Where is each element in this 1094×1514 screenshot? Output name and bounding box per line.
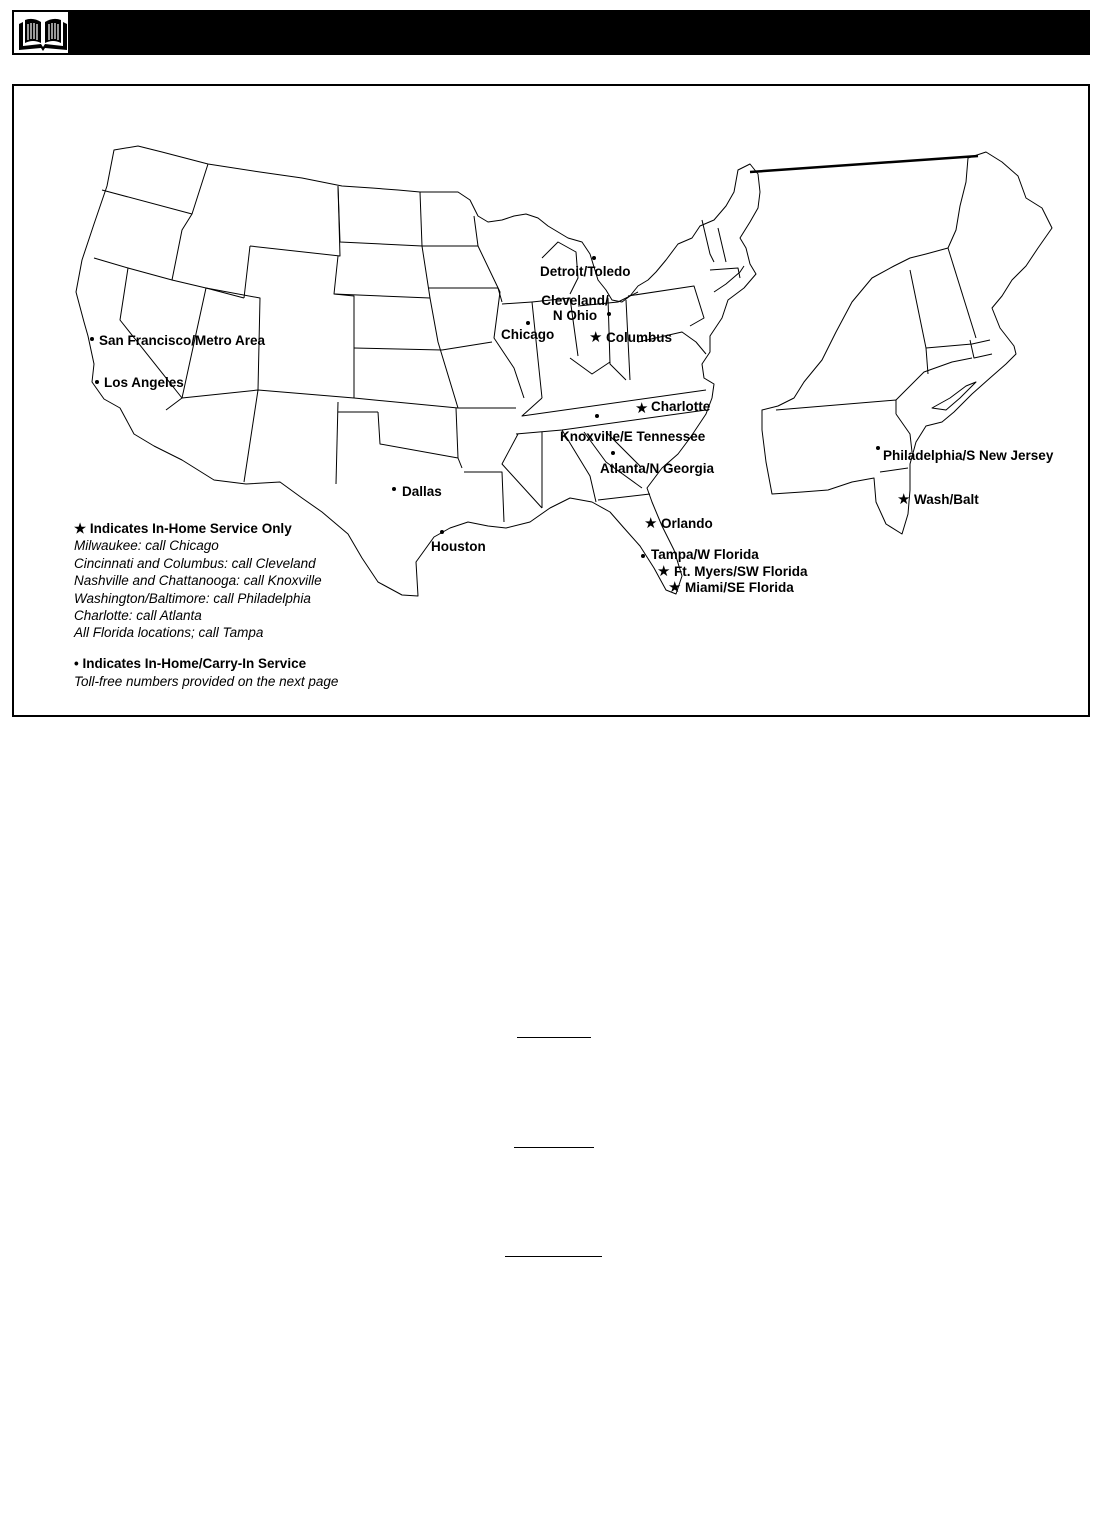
miami-star-icon: ★ bbox=[668, 579, 682, 596]
city-label-columbus: Columbus bbox=[606, 330, 672, 345]
open-book-icon bbox=[17, 16, 69, 53]
book-logo bbox=[12, 10, 70, 55]
legend-star-heading: ★ Indicates In-Home Service Only bbox=[74, 521, 292, 536]
dallas-marker bbox=[392, 487, 396, 491]
city-label-dallas: Dallas bbox=[402, 484, 442, 499]
detroit-marker bbox=[592, 256, 596, 260]
san-francisco-marker bbox=[90, 337, 94, 341]
city-label-knoxville: Knoxville/E Tennessee bbox=[560, 429, 706, 444]
city-label-cleveland: Cleveland/ N Ohio bbox=[541, 293, 609, 323]
legend-note: Nashville and Chattanooga: call Knoxville bbox=[74, 573, 322, 588]
los-angeles-marker bbox=[95, 380, 99, 384]
divider-rule bbox=[505, 1256, 602, 1257]
dot-icon: • bbox=[74, 656, 79, 671]
legend-note: Milwaukee: call Chicago bbox=[74, 538, 219, 553]
city-label-atlanta: Atlanta/N Georgia bbox=[600, 461, 715, 476]
divider-rule bbox=[517, 1037, 591, 1038]
city-label-los-angeles: Los Angeles bbox=[104, 375, 184, 390]
divider-rule bbox=[514, 1147, 594, 1148]
header-bar bbox=[12, 10, 1090, 55]
city-label-wash-balt: Wash/Balt bbox=[914, 492, 979, 507]
atlanta-marker bbox=[611, 451, 615, 455]
wash-balt-star-icon: ★ bbox=[897, 491, 911, 508]
philadelphia-marker bbox=[876, 446, 880, 450]
chicago-marker bbox=[526, 321, 530, 325]
city-label-detroit: Detroit/Toledo bbox=[540, 264, 631, 279]
orlando-star-icon: ★ bbox=[644, 515, 658, 532]
city-label-charlotte: Charlotte bbox=[651, 399, 711, 414]
columbus-star-icon: ★ bbox=[589, 329, 603, 346]
city-label-houston: Houston bbox=[431, 539, 486, 554]
star-icon: ★ bbox=[74, 521, 87, 536]
houston-marker bbox=[440, 530, 444, 534]
legend-note: All Florida locations; call Tampa bbox=[74, 625, 264, 640]
knoxville-marker bbox=[595, 414, 599, 418]
city-label-chicago: Chicago bbox=[501, 327, 555, 342]
charlotte-star-icon: ★ bbox=[635, 400, 649, 417]
legend-note: Washington/Baltimore: call Philadelphia bbox=[74, 591, 311, 606]
legend-note: Charlotte: call Atlanta bbox=[74, 608, 202, 623]
ne-inset-outline bbox=[762, 152, 1052, 534]
city-label-tampa: Tampa/W Florida bbox=[651, 547, 759, 562]
city-label-san-francisco: San Francisco/Metro Area bbox=[99, 333, 266, 348]
cleveland-marker bbox=[607, 312, 611, 316]
city-label-orlando: Orlando bbox=[661, 516, 713, 531]
city-label-miami: Miami/SE Florida bbox=[685, 580, 794, 595]
city-label-ft-myers: Ft. Myers/SW Florida bbox=[674, 564, 808, 579]
ft-myers-star-icon: ★ bbox=[657, 563, 671, 580]
service-map-frame bbox=[12, 84, 1090, 717]
city-label-philadelphia: Philadelphia/S New Jersey bbox=[883, 448, 1054, 463]
tampa-marker bbox=[641, 554, 645, 558]
legend-footer-note: Toll-free numbers provided on the next page bbox=[74, 674, 339, 689]
legend-dot-heading: • Indicates In-Home/Carry-In Service bbox=[74, 656, 307, 671]
legend-note: Cincinnati and Columbus: call Cleveland bbox=[74, 556, 316, 571]
